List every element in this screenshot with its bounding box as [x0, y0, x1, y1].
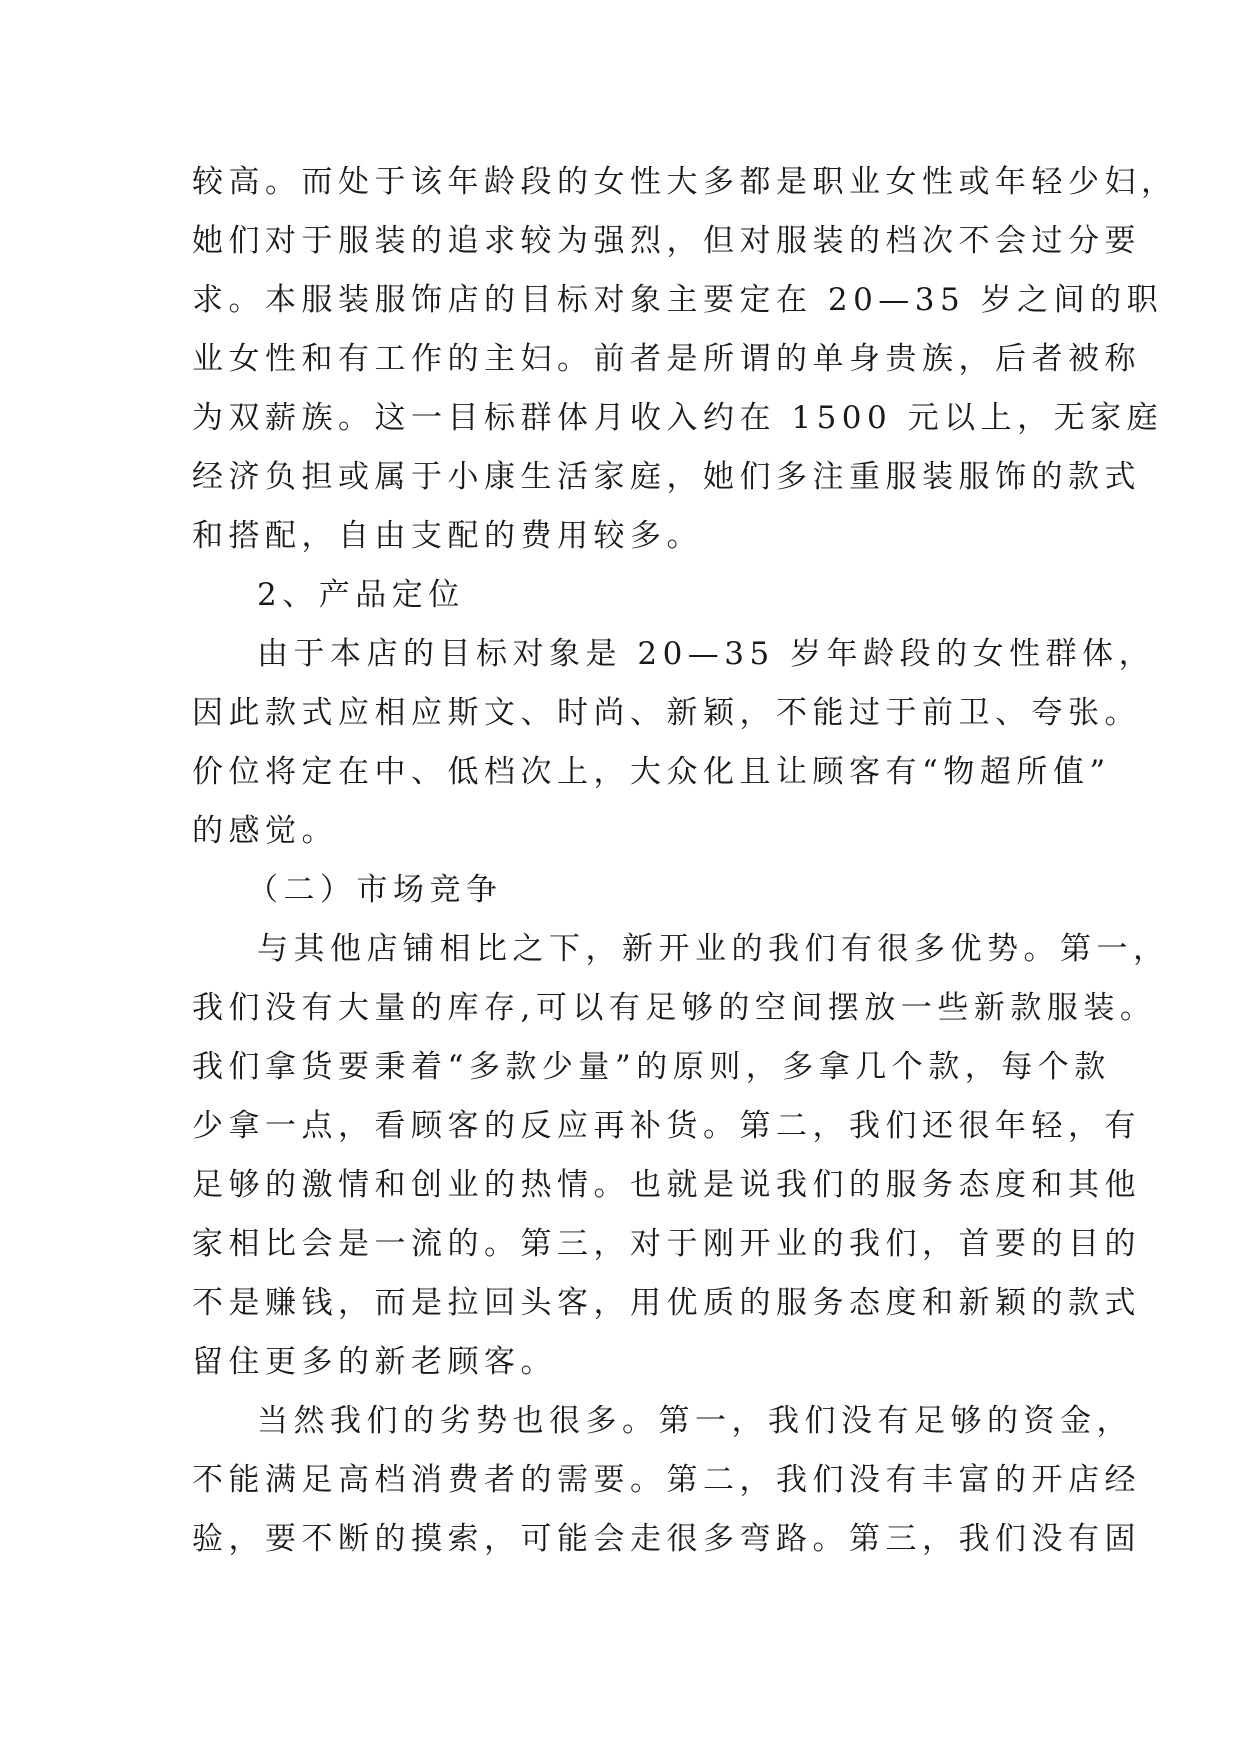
text-line: 足够的激情和创业的热情。也就是说我们的服务态度和其他	[192, 1167, 1141, 1203]
text-line: 留住更多的新老顾客。	[192, 1344, 557, 1380]
text-line: 较高。而处于该年龄段的女性大多都是职业女性或年轻少妇，	[192, 164, 1178, 200]
text-line: 当然我们的劣势也很多。第一，我们没有足够的资金，	[257, 1403, 1133, 1439]
text-line: 与其他店铺相比之下，新开业的我们有很多优势。第一，	[257, 931, 1170, 967]
text-line: 由于本店的目标对象是 20—35 岁年龄段的女性群体，	[257, 636, 1156, 672]
section-heading: （二）市场竞争	[247, 872, 503, 908]
text-line: 少拿一点，看顾客的反应再补货。第二，我们还很年轻，有	[192, 1108, 1141, 1144]
text-line: 和搭配，自由支配的费用较多。	[192, 518, 703, 554]
text-line: 为双薪族。这一目标群体月收入约在 1500 元以上，无家庭	[192, 400, 1164, 436]
text-line: 我们拿货要秉着“多款少量”的原则，多拿几个款，每个款	[192, 1049, 1111, 1085]
text-line: 业女性和有工作的主妇。前者是所谓的单身贵族，后者被称	[192, 341, 1141, 377]
text-line: 她们对于服装的追求较为强烈，但对服装的档次不会过分要	[192, 223, 1141, 259]
text-line: 验，要不断的摸索，可能会走很多弯路。第三，我们没有固	[192, 1521, 1141, 1557]
text-line: 不能满足高档消费者的需要。第二，我们没有丰富的开店经	[192, 1462, 1141, 1498]
text-line: 不是赚钱，而是拉回头客，用优质的服务态度和新颖的款式	[192, 1285, 1141, 1321]
text-line: 经济负担或属于小康生活家庭，她们多注重服装服饰的款式	[192, 459, 1141, 495]
text-line: 家相比会是一流的。第三，对于刚开业的我们，首要的目的	[192, 1226, 1141, 1262]
text-line: 价位将定在中、低档次上，大众化且让顾客有“物超所值”	[192, 754, 1111, 790]
text-line: 因此款式应相应斯文、时尚、新颖，不能过于前卫、夸张。	[192, 695, 1141, 731]
text-line: 我们没有大量的库存,可以有足够的空间摆放一些新款服装。	[192, 990, 1157, 1026]
section-heading: 2、产品定位	[257, 577, 465, 613]
text-line: 求。本服装服饰店的目标对象主要定在 20—35 岁之间的职	[192, 282, 1164, 318]
text-line: 的感觉。	[192, 813, 338, 849]
